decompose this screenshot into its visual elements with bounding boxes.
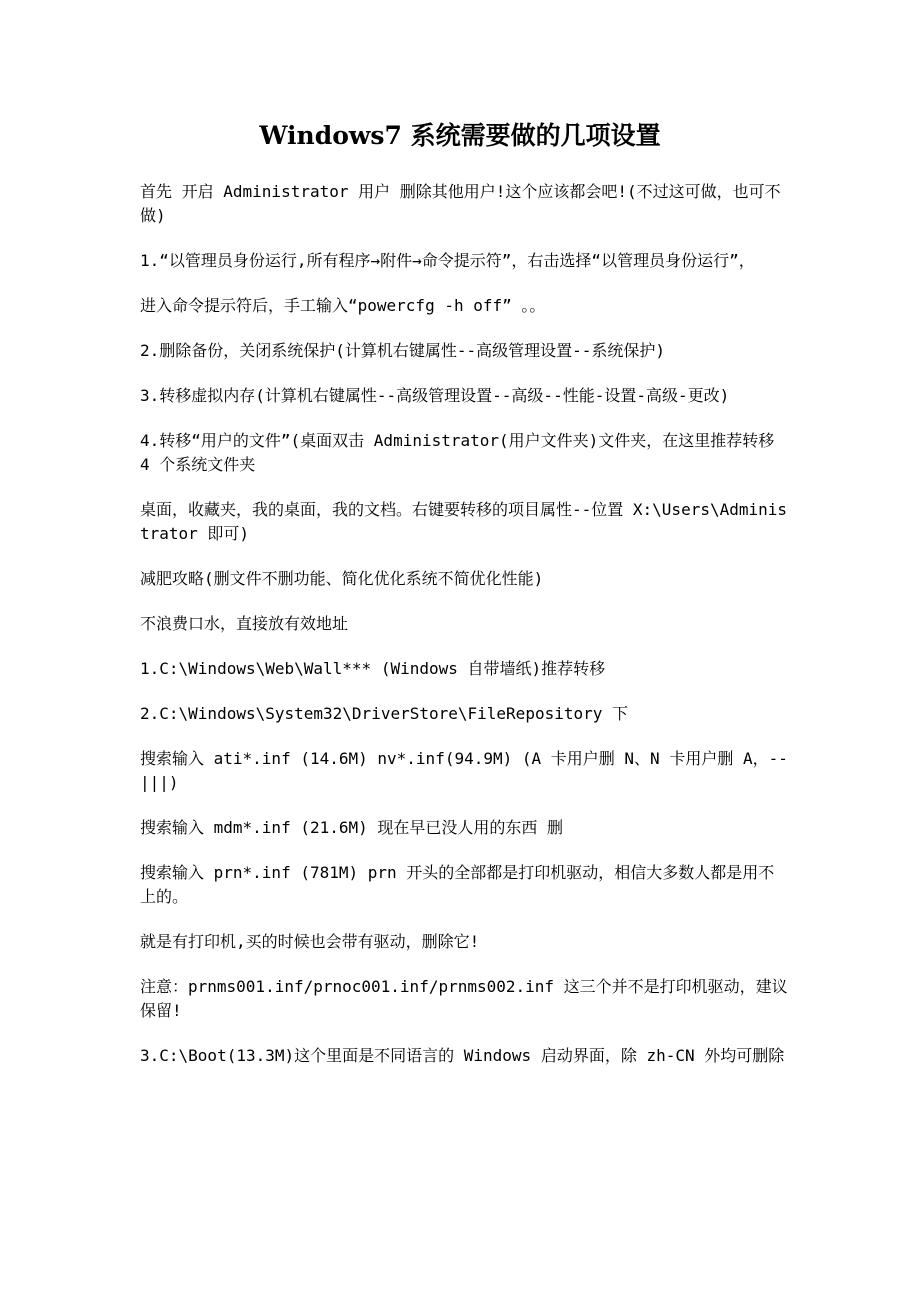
- paragraph-path-3: 3.C:\Boot(13.3M)这个里面是不同语言的 Windows 启动界面，除 zh-CN 外均可删除: [140, 1046, 785, 1065]
- paragraph-search-mdm: 搜索输入 mdm*.inf (21.6M) 现在早已没人用的东西 删: [140, 818, 564, 837]
- document-body: [140, 180, 788, 1089]
- paragraph-step-3: 3.转移虚拟内存(计算机右键属性--高级管理设置--高级--性能-设置-高级-更改): [140, 386, 730, 405]
- paragraph-step-4: 4.转移“用户的文件”(桌面双击 Administrator(用户文件夹)文件夹，在这里推荐转移 4 个系统文件夹: [140, 431, 775, 474]
- paragraph-printer-note: 就是有打印机,买的时候也会带有驱动，删除它!: [140, 932, 480, 951]
- paragraph-path-1: 1.C:\Windows\Web\Wall*** (Windows 自带墙纸)推荐转移: [140, 659, 606, 678]
- paragraph-slimming-guide: 减肥攻略(删文件不删功能、简化优化系统不简优化性能): [140, 569, 544, 588]
- paragraph-search-ati-nv: 搜索输入 ati*.inf (14.6M) nv*.inf(94.9M) (A 卡用户删 N、N 卡用户删 A，--|||): [140, 749, 788, 792]
- paragraph-search-prn: 搜索输入 prn*.inf (781M) prn 开头的全部都是打印机驱动，相信大多数人都是用不上的。: [140, 863, 775, 906]
- document-title: Windows7 系统需要做的几项设置: [259, 121, 661, 150]
- paragraph-step-2: 2.删除备份，关闭系统保护(计算机右键属性--高级管理设置--系统保护): [140, 341, 666, 360]
- paragraph-slimming-intro: 不浪费口水，直接放有效地址: [140, 614, 349, 633]
- paragraph-step-1: 1.“以管理员身份运行,所有程序→附件→命令提示符”，右击选择“以管理员身份运行”，: [140, 251, 755, 270]
- paragraph-intro: 首先 开启 Administrator 用户 删除其他用户!这个应该都会吧!(不过这可做，也可不做): [140, 182, 781, 225]
- paragraph-step-1-command: 进入命令提示符后，手工输入“powercfg -h off” 。。: [140, 296, 546, 315]
- paragraph-attention: 注意：prnms001.inf/prnoc001.inf/prnms002.inf 这三个并不是打印机驱动，建议保留!: [140, 977, 788, 1020]
- paragraph-step-4-detail: 桌面，收藏夹，我的桌面，我的文档。右键要转移的项目属性--位置 X:\Users\Administrator 即可): [140, 500, 788, 543]
- paragraph-path-2: 2.C:\Windows\System32\DriverStore\FileRepository 下: [140, 704, 629, 723]
